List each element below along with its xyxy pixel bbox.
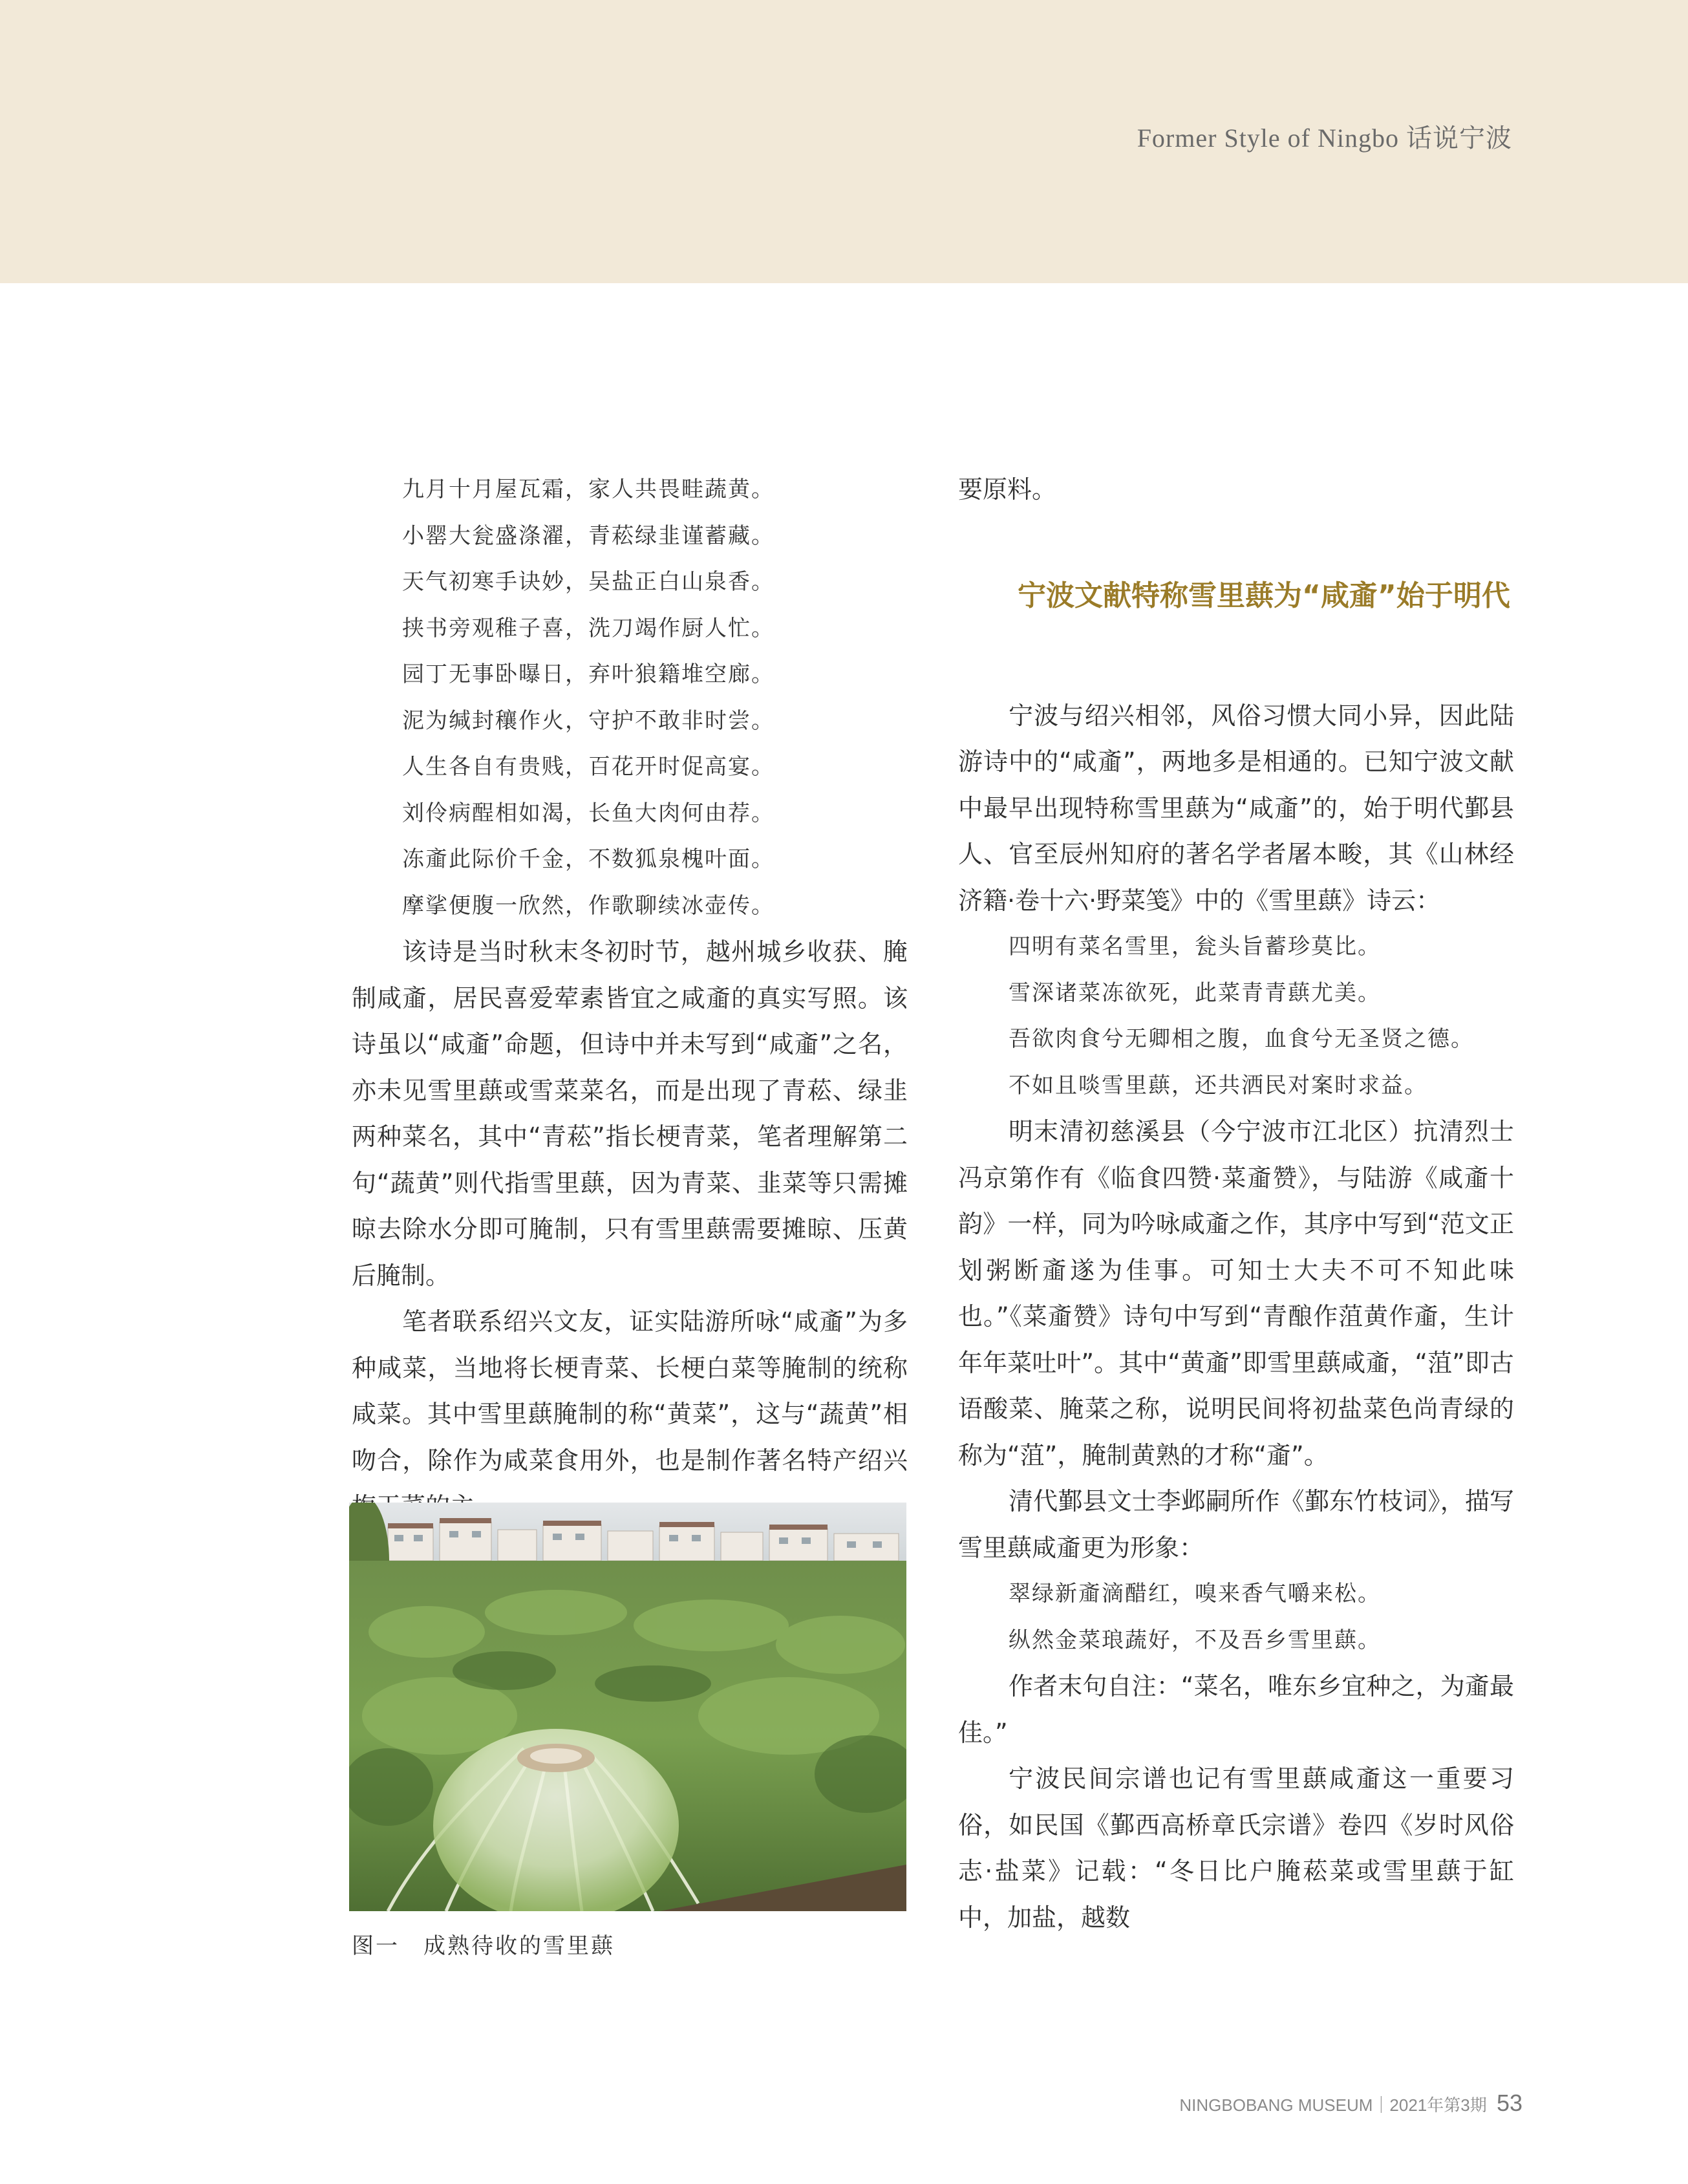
verse-line: 不如且啖雪里蕻，还共洒民对案时求益。 [1009,1072,1427,1098]
journal-name: NINGBOBANG MUSEUM｜2021年第3期 [1179,2095,1487,2115]
body-paragraph: 宁波与绍兴相邻，风俗习惯大同小异，因此陆游诗中的“咸齑”，两地多是相通的。已知宁波文献中最早出现特称雪里蕻为“咸齑”的，始于明代鄞县人、官至辰州知府的著名学者屠本畯，其《山林经济籍·卷十六·野菜笺》中的《雪里蕻》诗云： [958,701,1514,915]
body-paragraph: 清代鄞县文士李邺嗣所作《鄞东竹枝词》，描写雪里蕻咸齑更为形象： [958,1487,1514,1562]
verse-line: 冻齑此际价千金，不数狐泉槐叶面。 [402,846,775,872]
verse-line: 挟书旁观稚子喜，洗刀竭作厨人忙。 [402,615,775,641]
body-paragraph: 该诗是当时秋末冬初时节，越州城乡收获、腌制咸齑，居民喜爱荤素皆宜之咸齑的真实写照。该诗虽以“咸齑”命题，但诗中并未写到“咸齑”之名，亦未见雪里蕻或雪菜菜名，而是出现了青菘、绿韭两种菜名，其中“青菘”指长梗青菜，笔者理解第二句“蔬黄”则代指雪里蕻，因为青菜、韭菜等只需摊晾去除水分即可腌制，只有雪里蕻需要摊晾、压黄后腌制。 [352,937,908,1290]
photo-caption: 图一 成熟待收的雪里蕻 [352,1933,615,1959]
right-column [958,467,1514,1941]
verse-line: 九月十月屋瓦霜，家人共畏畦蔬黄。 [402,476,775,502]
body-paragraph: 要原料。 [958,475,1057,504]
verse-line: 四明有菜名雪里，瓮头旨蓄珍莫比。 [1009,934,1381,959]
left-column [352,467,908,1530]
verse-line: 吾欲肉食兮无卿相之腹，血食兮无圣贤之德。 [1009,1026,1474,1052]
verse-line: 园丁无事卧曝日，弃叶狼籍堆空廊。 [402,661,775,687]
verse-line: 刘伶病酲相如渴，长鱼大肉何由荐。 [402,800,775,826]
verse-line: 雪深诸菜冻欲死，此菜青青蕻尤美。 [1009,980,1381,1006]
page-footer [1179,2090,1522,2117]
verse-line: 摩挲便腹一欣然，作歌聊续冰壶传。 [402,892,775,919]
running-head: Former Style of Ningbo 话说宁波 [1137,123,1512,153]
body-paragraph: 作者末句自注：“菜名，唯东乡宜种之，为齑最佳。” [958,1672,1514,1747]
page-number: 53 [1496,2090,1522,2116]
body-paragraph: 明末清初慈溪县（今宁波市江北区）抗清烈士冯京第作有《临食四赞·菜齑赞》，与陆游《咸齑十韵》一样，同为吟咏咸齑之作，其序中写到“范文正划粥断齑遂为佳事。可知士大夫不可不知此味也。”《菜齑赞》诗句中写到“青酿作菹黄作齑，生计年年菜吐叶”。其中“黄齑”即雪里蕻咸齑，“菹”即古语酸菜、腌菜之称，说明民间将初盐菜色尚青绿的称为“菹”，腌制黄熟的才称“齑”。 [958,1117,1514,1470]
section-heading: 宁波文献特称雪里蕻为“咸齑”始于明代 [1018,579,1510,612]
verse-line: 天气初寒手诀妙，吴盐正白山泉香。 [402,569,775,595]
verse-line: 翠绿新齑滴醋红，嗅来香气嚼来松。 [1009,1581,1381,1607]
photo-xuelihong-field [349,1503,906,1911]
verse-line: 泥为缄封穰作火，守护不敢非时尝。 [402,707,775,734]
field-photo-illustration [349,1503,906,1911]
body-paragraph: 宁波民间宗谱也记有雪里蕻咸齑这一重要习俗，如民国《鄞西高桥章氏宗谱》卷四《岁时风俗志·盐菜》记载：“冬日比户腌菘菜或雪里蕻于缸中，加盐，越数 [958,1764,1514,1932]
verse-line: 小罂大瓮盛涤濯，青菘绿韭谨蓄藏。 [402,522,775,549]
verse-line: 人生各自有贵贱，百花开时促高宴。 [402,754,775,780]
verse-line: 纵然金菜琅蔬好，不及吾乡雪里蕻。 [1009,1627,1381,1653]
body-paragraph: 笔者联系绍兴文友，证实陆游所咏“咸齑”为多种咸菜，当地将长梗青菜、长梗白菜等腌制的统称咸菜。其中雪里蕻腌制的称“黄菜”，这与“蔬黄”相吻合，除作为咸菜食用外，也是制作著名特产绍兴 [352,1307,908,1475]
